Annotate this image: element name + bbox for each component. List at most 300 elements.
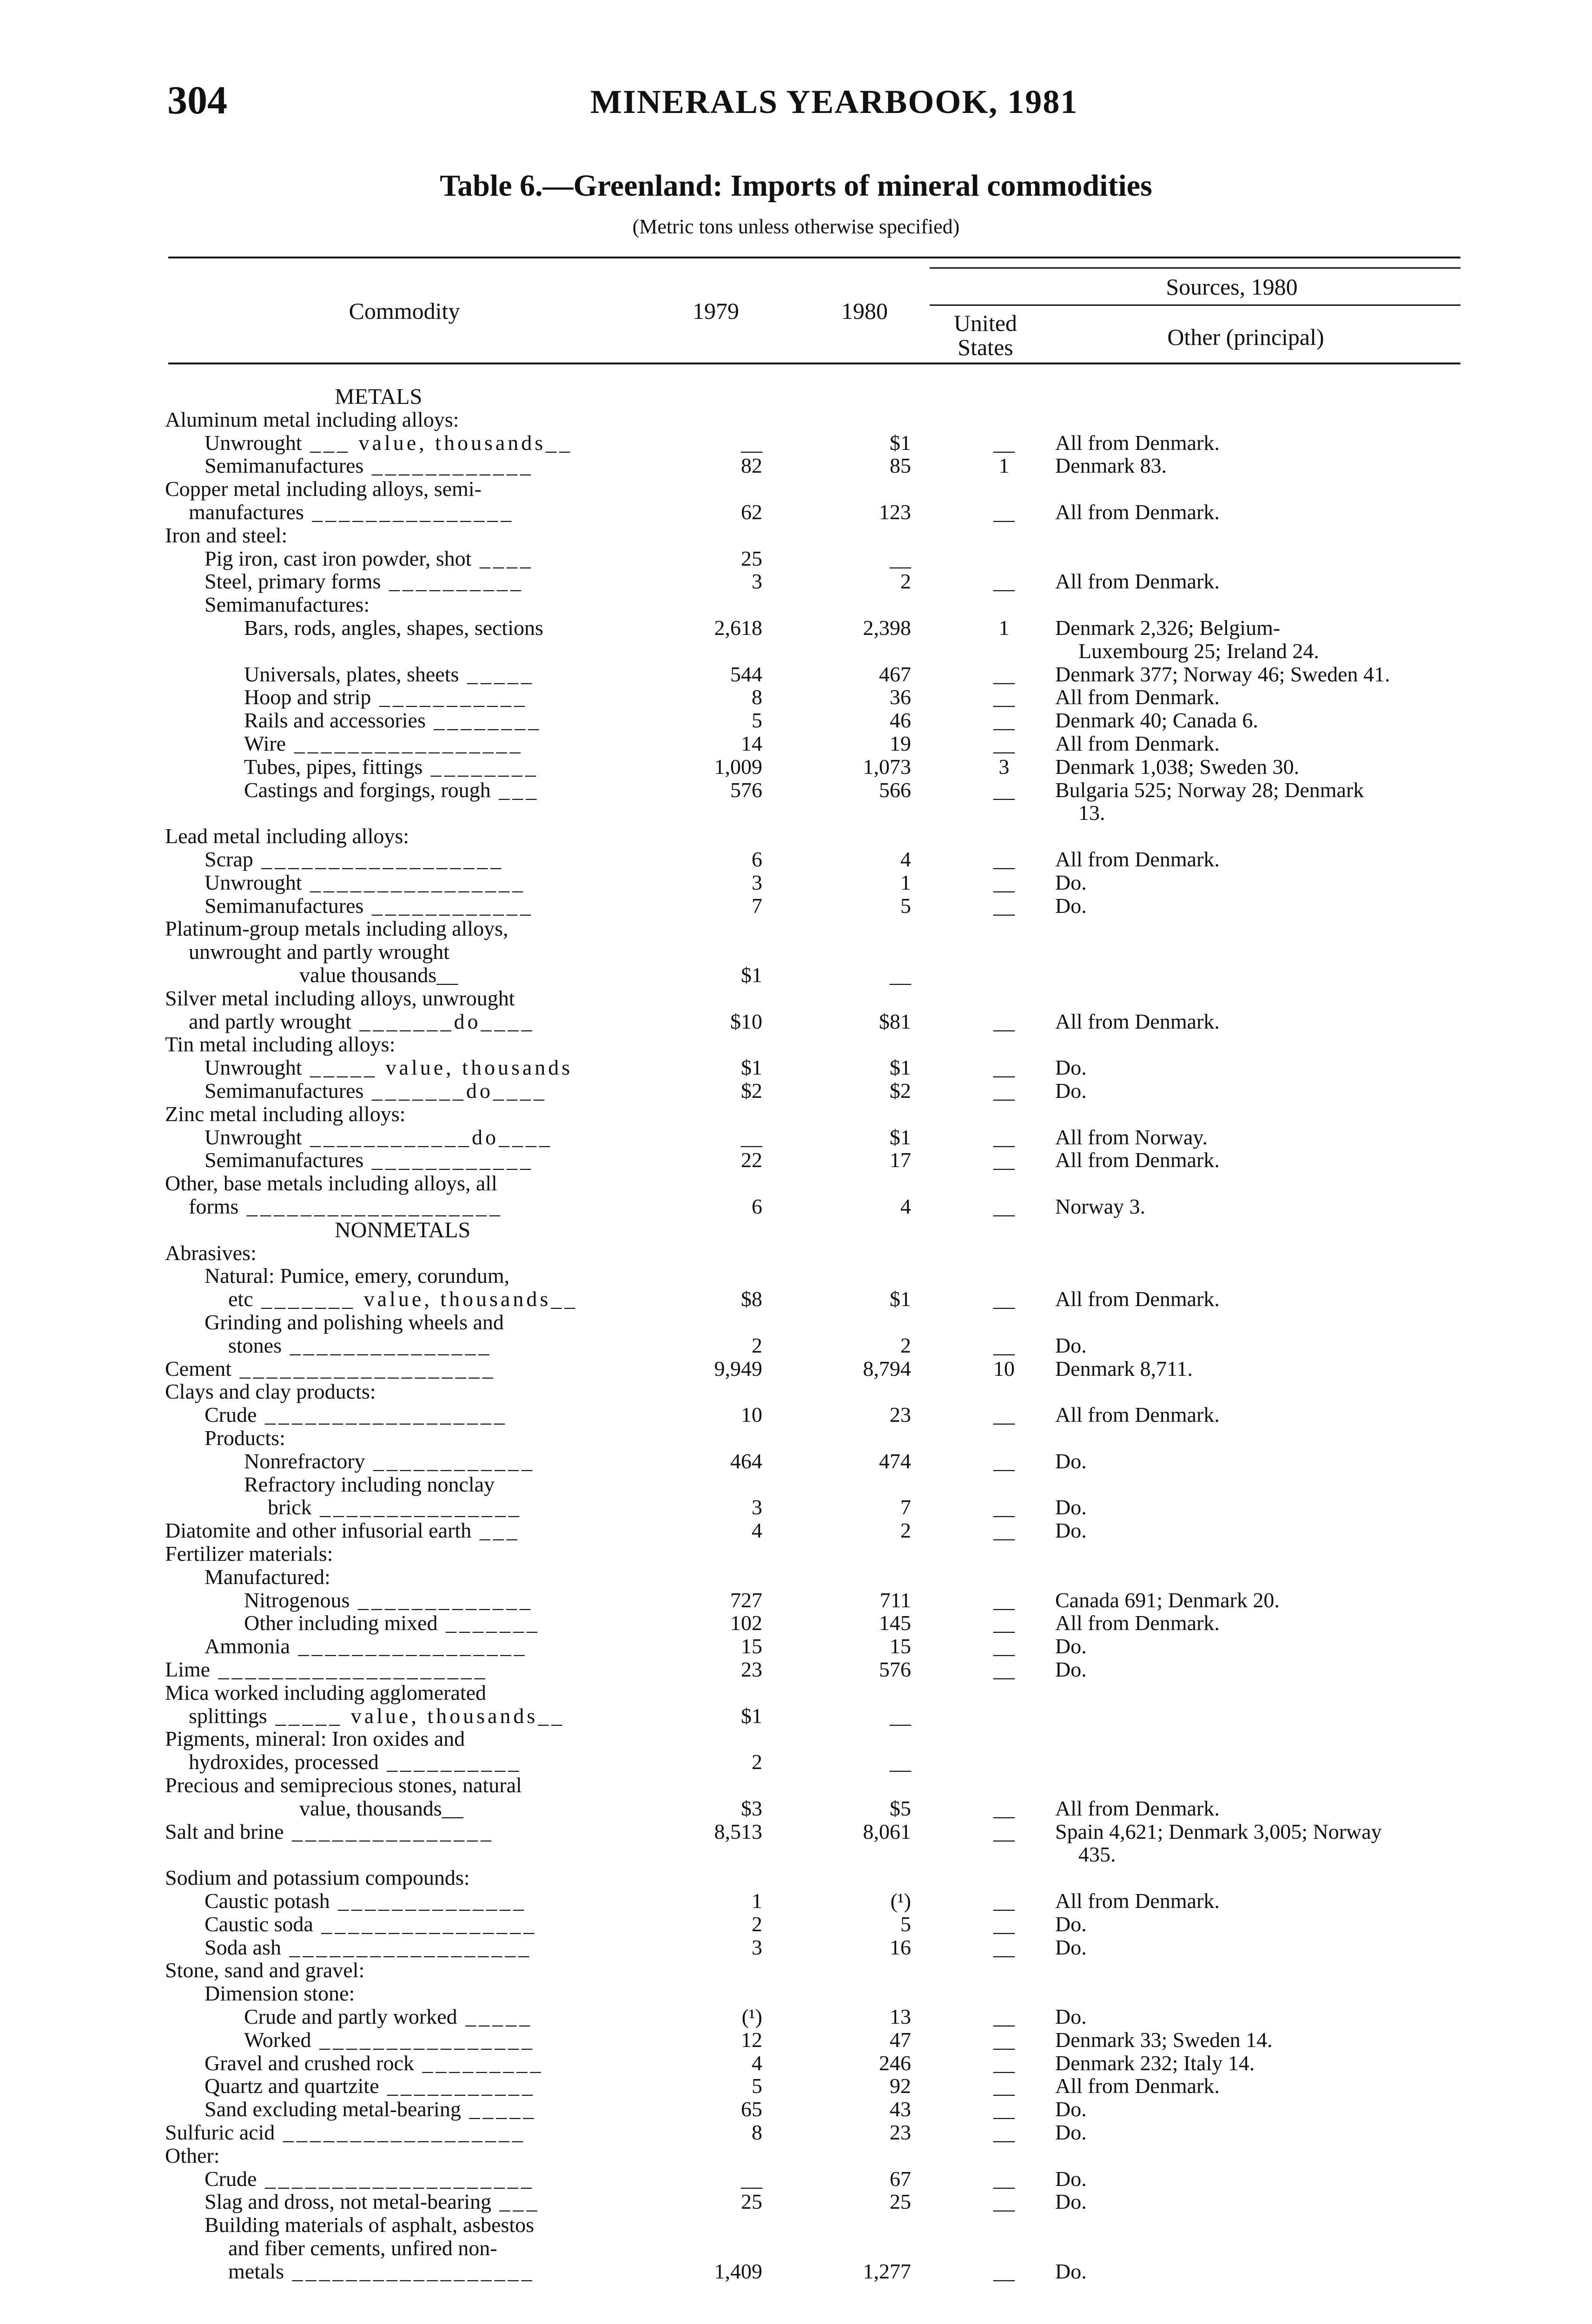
commodity-name: Sand excluding metal-bearing	[205, 2097, 461, 2121]
value-1979: 5	[752, 2074, 762, 2098]
commodity-leader: ______________	[330, 1889, 527, 1913]
value-other-principal: Norway 3.	[1055, 1195, 1146, 1218]
commodity-label	[189, 1196, 503, 1217]
value-1980: 43	[890, 2097, 911, 2121]
value-other-principal-continued: 435.	[1078, 1842, 1116, 1867]
commodity-label	[205, 1404, 508, 1426]
value-other-principal: Do.	[1055, 1519, 1087, 1543]
commodity-label	[165, 2145, 220, 2166]
value-1980: 36	[890, 685, 911, 709]
value-other-principal: Spain 4,621; Denmark 3,005; Norway	[1055, 1819, 1382, 1843]
commodity-label	[165, 918, 508, 939]
commodity-label	[165, 825, 409, 847]
commodity-label	[244, 2006, 533, 2027]
value-1980: 13	[890, 2005, 911, 2028]
commodity-name: Caustic soda	[205, 1912, 313, 1936]
value-other-principal: All from Denmark.	[1055, 1796, 1220, 1820]
value-1980: 19	[890, 732, 911, 755]
commodity-leader: ____________________	[257, 2166, 535, 2191]
header-united-states-1: United	[953, 310, 1017, 336]
commodity-label	[165, 1775, 522, 1796]
value-united-states: __	[993, 2166, 1015, 2191]
value-1980: 2	[900, 569, 911, 594]
commodity-name: Soda ash	[205, 1935, 281, 1959]
value-united-states: __	[993, 708, 1015, 733]
value-1980: __	[890, 1750, 911, 1774]
commodity-name: and fiber cements, unfired non-	[228, 2236, 497, 2260]
value-other-principal: All from Denmark.	[1055, 685, 1220, 709]
section-heading: NONMETALS	[335, 1217, 471, 1242]
commodity-label	[205, 2214, 534, 2236]
commodity-label	[189, 1011, 535, 1032]
value-other-principal: All from Denmark.	[1055, 1148, 1220, 1172]
commodity-name: Steel, primary forms	[205, 569, 381, 594]
value-1980: __	[890, 546, 911, 570]
commodity-name: Platinum-group metals including alloys,	[165, 917, 509, 941]
value-1980: (¹)	[890, 1889, 911, 1913]
value-1980: 23	[890, 1403, 911, 1427]
value-1979: 7	[752, 893, 762, 918]
commodity-name: Semimanufactures	[205, 454, 364, 478]
commodity-label	[268, 1497, 522, 1518]
commodity-label	[165, 1659, 488, 1680]
value-1980: $1	[890, 1287, 911, 1311]
header-other-principal: Other (principal)	[1167, 324, 1324, 350]
commodity-leader: __________________	[253, 847, 504, 871]
commodity-label	[205, 1057, 573, 1078]
commodity-name: hydroxides, processed	[189, 1750, 379, 1774]
value-1980: __	[890, 1703, 911, 1728]
value-1979: $1	[741, 1056, 762, 1080]
value-united-states: __	[993, 1912, 1015, 1936]
value-1979: 6	[752, 847, 762, 871]
value-1979: 82	[741, 454, 762, 478]
commodity-name: Diatomite and other infusorial earth	[165, 1519, 472, 1543]
value-1979: 102	[730, 1611, 762, 1635]
commodity-leader: __________________	[281, 1935, 532, 1959]
table-title: Table 6.—Greenland: Imports of mineral commodities	[440, 169, 1152, 203]
commodity-name: Rails and accessories	[244, 708, 426, 733]
commodity-label	[244, 1612, 540, 1634]
commodity-leader: _____________	[350, 1588, 533, 1612]
value-united-states: __	[993, 2051, 1015, 2075]
commodity-name: Gravel and crushed rock	[205, 2051, 414, 2075]
commodity-label	[165, 1173, 497, 1194]
commodity-leader: __________________	[275, 2120, 526, 2144]
commodity-label	[189, 1705, 565, 1727]
commodity-label	[189, 1751, 522, 1773]
value-1980: 67	[890, 2166, 911, 2191]
value-1980: 16	[890, 1935, 911, 1959]
commodity-label	[205, 432, 573, 454]
commodity-label	[299, 1798, 463, 1819]
value-1980: 85	[890, 454, 911, 478]
commodity-label	[165, 1867, 470, 1888]
commodity-name: Manufactured:	[205, 1565, 330, 1589]
commodity-name: Other, base metals including alloys, all	[165, 1171, 497, 1195]
commodity-label	[165, 1821, 494, 1842]
commodity-name: Tubes, pipes, fittings	[244, 754, 423, 779]
value-1980: 25	[890, 2190, 911, 2214]
value-other-principal: All from Norway.	[1055, 1125, 1208, 1149]
value-1979: 544	[730, 662, 762, 686]
commodity-label	[165, 988, 515, 1009]
value-1980: 467	[879, 662, 911, 686]
value-1979: 65	[741, 2097, 762, 2121]
value-1979: 3	[752, 1935, 762, 1959]
value-1979: 576	[730, 778, 762, 802]
value-united-states: __	[993, 1519, 1015, 1543]
commodity-leader: _______________	[282, 1333, 492, 1357]
commodity-name: Scrap	[205, 847, 253, 871]
value-1979: 1	[752, 1889, 762, 1913]
commodity-label	[205, 1127, 553, 1148]
commodity-name: Semimanufactures:	[205, 593, 370, 617]
value-united-states: 1	[998, 454, 1010, 478]
value-other-principal: Denmark 33; Sweden 14.	[1055, 2027, 1273, 2052]
value-other-principal: Do.	[1055, 2097, 1087, 2121]
value-other-principal: Do.	[1055, 1912, 1087, 1936]
value-1979: 4	[752, 2051, 762, 2075]
commodity-name: Salt and brine	[165, 1819, 284, 1843]
commodity-leader: ____	[471, 546, 534, 570]
value-united-states: __	[993, 2120, 1015, 2144]
value-united-states: __	[993, 1287, 1015, 1311]
commodity-leader: ___________________	[231, 1356, 496, 1380]
value-1980: 23	[890, 2120, 911, 2144]
commodity-label	[165, 409, 459, 430]
value-1980: 8,061	[863, 1819, 911, 1843]
value-other-principal: All from Denmark.	[1055, 500, 1220, 524]
value-other-principal: All from Denmark.	[1055, 569, 1220, 594]
commodity-name: Crude and partly worked	[244, 2005, 457, 2028]
commodity-leader: _________	[414, 2051, 544, 2075]
commodity-label	[205, 1914, 537, 1935]
value-1980: $1	[890, 430, 911, 455]
value-united-states: __	[993, 1588, 1015, 1612]
value-1980: 8,794	[863, 1356, 911, 1380]
commodity-name: Dimension stone:	[205, 1981, 355, 2006]
value-other-principal: Denmark 2,326; Belgium-	[1055, 616, 1281, 640]
value-other-principal: Do.	[1055, 1935, 1087, 1959]
value-1979: 8,513	[714, 1819, 762, 1843]
commodity-label	[205, 1890, 527, 1912]
commodity-leader: ____________	[363, 1148, 534, 1172]
commodity-leader: __________	[378, 1750, 522, 1774]
commodity-leader: ____________do____	[302, 1125, 553, 1149]
value-1979: 25	[741, 2190, 762, 2214]
value-united-states: __	[993, 1449, 1015, 1473]
value-other-principal: Do.	[1055, 2005, 1087, 2028]
commodity-name: and partly wrought	[189, 1009, 352, 1033]
commodity-leader: __________________	[284, 2259, 535, 2283]
value-1980: 4	[900, 847, 911, 871]
commodity-name: brick	[268, 1495, 312, 1519]
value-united-states: __	[993, 2027, 1015, 2052]
value-1980: 47	[890, 2027, 911, 2052]
commodity-name: Fertilizer materials:	[165, 1542, 333, 1565]
value-other-principal: Do.	[1055, 893, 1087, 918]
commodity-label	[165, 1728, 465, 1750]
commodity-label	[205, 1427, 285, 1449]
value-other-principal: All from Denmark.	[1055, 1009, 1220, 1033]
value-1979: 1,409	[714, 2259, 762, 2283]
commodity-label	[165, 2122, 526, 2143]
value-other-principal: All from Denmark.	[1055, 1287, 1220, 1311]
value-united-states: __	[993, 1935, 1015, 1959]
commodity-name: Aluminum metal including alloys:	[165, 407, 459, 431]
commodity-label	[205, 1983, 355, 2004]
commodity-leader: _____	[457, 2005, 533, 2028]
commodity-leader: __________________	[257, 1403, 508, 1427]
commodity-leader: ____________	[363, 454, 534, 478]
commodity-name: Precious and semiprecious stones, natural	[165, 1773, 522, 1797]
value-united-states: __	[993, 1079, 1015, 1103]
commodity-label	[165, 525, 287, 546]
value-united-states: __	[993, 2190, 1015, 2214]
value-other-principal: Do.	[1055, 2166, 1087, 2191]
value-united-states: __	[993, 778, 1015, 802]
value-1980: 474	[879, 1449, 911, 1473]
value-other-principal: Do.	[1055, 870, 1087, 894]
value-other-principal: Denmark 8,711.	[1055, 1356, 1193, 1380]
value-1979: 15	[741, 1634, 762, 1658]
value-1980: 2	[900, 1519, 911, 1543]
commodity-label	[244, 617, 543, 639]
commodity-name: Other:	[165, 2143, 220, 2167]
commodity-name: Pig iron, cast iron powder, shot	[205, 546, 472, 570]
commodity-name: Worked	[244, 2027, 311, 2052]
commodity-leader: ___ value, thousands__	[302, 430, 573, 455]
commodity-leader: ___	[471, 1519, 520, 1543]
commodity-leader: ___	[491, 2190, 540, 2214]
value-other-principal: Denmark 40; Canada 6.	[1055, 708, 1258, 733]
commodity-name: stones	[228, 1333, 282, 1357]
value-1979: 3	[752, 870, 762, 894]
commodity-label	[205, 2099, 536, 2120]
value-1980: $1	[890, 1125, 911, 1149]
commodity-name: splittings	[189, 1703, 267, 1728]
commodity-label	[205, 2191, 540, 2212]
commodity-label	[205, 455, 534, 476]
value-1979: 5	[752, 708, 762, 733]
value-other-principal: Do.	[1055, 2259, 1087, 2283]
value-1980: 5	[900, 893, 911, 918]
commodity-name: Semimanufactures	[205, 1148, 364, 1172]
commodity-name: etc	[228, 1287, 253, 1311]
value-united-states: __	[993, 1195, 1015, 1218]
value-1979: 22	[741, 1148, 762, 1172]
value-1979: 6	[752, 1195, 762, 1218]
commodity-leader: _______	[437, 1611, 540, 1635]
commodity-label	[244, 756, 539, 778]
value-1979: $8	[741, 1287, 762, 1311]
value-united-states: __	[993, 1333, 1015, 1357]
value-united-states: __	[993, 1403, 1015, 1427]
commodity-leader: _____	[459, 662, 535, 686]
commodity-leader: ___________	[371, 685, 528, 709]
value-united-states: __	[993, 569, 1015, 594]
value-1980: 711	[879, 1588, 911, 1612]
commodity-label	[189, 502, 514, 523]
value-1979: 2	[752, 1750, 762, 1774]
commodity-label	[244, 1451, 535, 1472]
commodity-name: Tin metal including alloys:	[165, 1032, 396, 1056]
commodity-leader: _______do____	[351, 1009, 535, 1033]
value-1979: 464	[730, 1449, 762, 1473]
value-other-principal: Do.	[1055, 1333, 1087, 1357]
commodity-name: Lime	[165, 1657, 211, 1681]
value-1980: 46	[890, 708, 911, 733]
commodity-leader: _______________	[311, 1495, 522, 1519]
commodity-name: Sodium and potassium compounds:	[165, 1866, 470, 1890]
commodity-leader: _________________	[286, 732, 523, 755]
commodity-label	[205, 1312, 504, 1333]
commodity-name: Pigments, mineral: Iron oxides and	[165, 1727, 465, 1751]
commodity-name: Building materials of asphalt, asbestos	[205, 2213, 535, 2237]
header-bottom-rule	[168, 363, 1460, 364]
commodity-label	[165, 1520, 520, 1541]
commodity-name: Clays and clay products:	[165, 1380, 376, 1404]
commodity-label	[244, 2029, 535, 2051]
commodity-label	[205, 872, 526, 893]
value-other-principal: Do.	[1055, 1079, 1087, 1103]
sources-rule-bottom	[930, 304, 1460, 306]
commodity-leader: ___________________	[238, 1195, 503, 1218]
value-1979: 8	[752, 685, 762, 709]
commodity-leader: _______do____	[363, 1079, 547, 1103]
value-other-principal: Do.	[1055, 1056, 1087, 1080]
commodity-leader: ____________________	[210, 1657, 488, 1681]
sources-rule-top	[930, 267, 1460, 269]
value-1980: __	[890, 963, 911, 987]
commodity-label	[228, 2238, 497, 2259]
value-other-principal-continued: 13.	[1078, 801, 1105, 825]
header-top-rule	[168, 257, 1460, 258]
commodity-name: Semimanufactures	[205, 1079, 364, 1103]
value-united-states: __	[993, 847, 1015, 871]
commodity-leader: ___	[490, 778, 540, 802]
value-1979: (¹)	[741, 2005, 762, 2028]
value-other-principal: Denmark 377; Norway 46; Sweden 41.	[1055, 662, 1390, 686]
commodity-label	[205, 1636, 527, 1657]
value-united-states: __	[993, 1634, 1015, 1658]
commodity-name: Zinc metal including alloys:	[165, 1102, 406, 1126]
value-1980: $81	[879, 1009, 911, 1033]
value-united-states: __	[993, 2005, 1015, 2028]
value-1979: __	[741, 1125, 762, 1149]
value-1980: 145	[879, 1611, 911, 1635]
value-united-states: __	[993, 1125, 1015, 1149]
commodity-name: Hoop and strip	[244, 685, 371, 709]
commodity-label	[205, 1080, 547, 1102]
value-1979: 23	[741, 1657, 762, 1681]
value-other-principal: All from Denmark.	[1055, 2074, 1220, 2098]
value-united-states: __	[993, 732, 1015, 755]
value-1979: 25	[741, 546, 762, 570]
value-united-states: 3	[998, 754, 1010, 779]
commodity-leader: ___________	[379, 2074, 535, 2098]
commodity-name: metals	[228, 2259, 284, 2283]
commodity-leader: _______ value, thousands__	[253, 1287, 578, 1311]
commodity-name: Ammonia	[205, 1634, 290, 1658]
value-other-principal: Canada 691; Denmark 20.	[1055, 1588, 1280, 1612]
commodity-label	[244, 1590, 533, 1611]
value-other-principal: All from Denmark.	[1055, 847, 1220, 871]
value-1980: 566	[879, 778, 911, 802]
value-united-states: __	[993, 1657, 1015, 1681]
commodity-leader: ________________	[311, 2027, 535, 2052]
commodity-name: Silver metal including alloys, unwrought	[165, 986, 515, 1010]
value-other-principal: All from Denmark.	[1055, 430, 1220, 455]
value-united-states: __	[993, 2074, 1015, 2098]
value-united-states: __	[993, 870, 1015, 894]
commodity-label	[165, 1543, 333, 1565]
page-number: 304	[167, 78, 227, 122]
value-1979: 1,009	[714, 754, 762, 779]
commodity-label	[299, 964, 458, 986]
commodity-leader: ________________	[313, 1912, 537, 1936]
commodity-name: Lead metal including alloys:	[165, 824, 410, 848]
commodity-name: Wire	[244, 732, 286, 755]
commodity-label	[228, 2261, 535, 2282]
value-united-states: __	[993, 662, 1015, 686]
commodity-name: Copper metal including alloys, semi-	[165, 477, 482, 501]
value-1979: __	[741, 2166, 762, 2191]
commodity-label	[228, 1288, 578, 1310]
header-commodity: Commodity	[349, 298, 460, 324]
commodity-leader: _____	[461, 2097, 537, 2121]
commodity-name: Products:	[205, 1426, 285, 1450]
value-other-principal: All from Denmark.	[1055, 1889, 1220, 1913]
value-1980: $2	[890, 1079, 911, 1103]
commodity-label	[165, 478, 482, 500]
header-united-states-2: States	[958, 334, 1013, 360]
commodity-label	[165, 1034, 395, 1055]
value-1980: 123	[879, 500, 911, 524]
value-1979: 2,618	[714, 616, 762, 640]
commodity-name: value thousands__	[299, 963, 458, 987]
value-united-states: __	[993, 1796, 1015, 1820]
commodity-leader: _________________	[290, 1634, 528, 1658]
value-united-states: 1	[998, 616, 1010, 640]
commodity-name: Abrasives:	[165, 1241, 257, 1265]
value-1979: 62	[741, 500, 762, 524]
value-1979: 4	[752, 1519, 762, 1543]
value-other-principal: All from Denmark.	[1055, 1611, 1220, 1635]
commodity-leader: __________	[381, 569, 524, 594]
commodity-label	[165, 1960, 364, 1981]
commodity-name: Refractory including nonclay	[244, 1472, 495, 1496]
commodity-label	[205, 1265, 509, 1287]
value-1980: 2,398	[863, 616, 911, 640]
commodity-name: Sulfuric acid	[165, 2120, 275, 2144]
commodity-name: Mica worked including agglomerated	[165, 1680, 487, 1704]
value-1979: 10	[741, 1403, 762, 1427]
value-1980: 7	[900, 1495, 911, 1519]
value-1979: 727	[730, 1588, 762, 1612]
value-other-principal: Do.	[1055, 1449, 1087, 1473]
header-sources: Sources, 1980	[1166, 274, 1298, 300]
value-1980: 2	[900, 1333, 911, 1357]
value-1979: __	[741, 430, 762, 455]
commodity-label	[244, 733, 523, 754]
value-other-principal: Denmark 1,038; Sweden 30.	[1055, 754, 1300, 779]
value-1980: 92	[890, 2074, 911, 2098]
commodity-name: Semimanufactures	[205, 893, 364, 918]
section-heading: METALS	[335, 384, 423, 409]
commodity-name: Stone, sand and gravel:	[165, 1958, 365, 1982]
